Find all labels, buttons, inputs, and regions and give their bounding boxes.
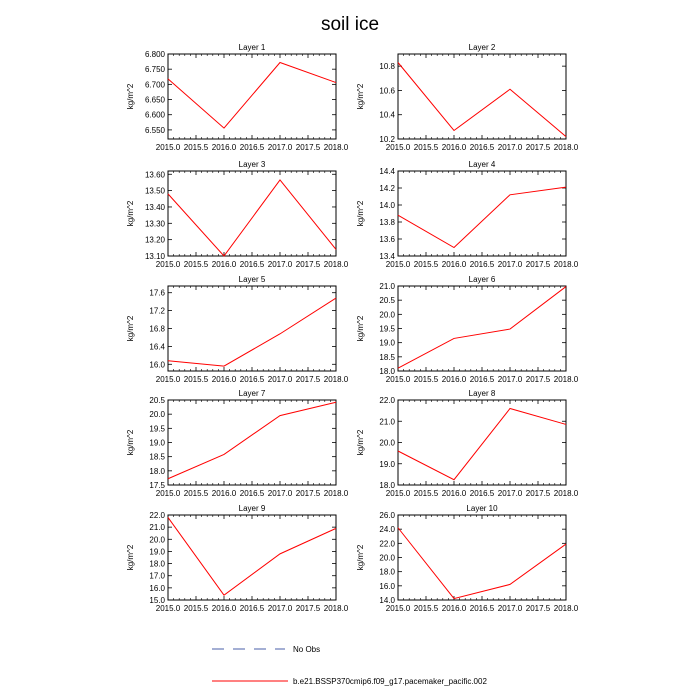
x-tick-label: 2016.0 xyxy=(211,375,237,384)
panel-title: Layer 4 xyxy=(468,160,496,169)
x-tick-label: 2015.5 xyxy=(183,489,209,498)
y-tick-label: 20.5 xyxy=(149,396,165,405)
y-axis-label: kg/m^2 xyxy=(126,429,135,456)
plot-frame xyxy=(398,54,566,139)
y-tick-label: 19.0 xyxy=(379,338,395,348)
x-tick-label: 2016.5 xyxy=(469,604,495,613)
series-line-model xyxy=(398,287,566,369)
panel-layer-5 xyxy=(126,275,349,384)
series-line-model xyxy=(398,409,566,480)
y-tick-label: 18.0 xyxy=(379,567,395,577)
x-tick-label: 2017.0 xyxy=(267,604,293,613)
y-tick-label: 13.8 xyxy=(379,218,395,227)
x-tick-label: 2015.0 xyxy=(385,604,411,613)
series-line-model xyxy=(398,528,566,599)
plot-frame xyxy=(168,400,336,485)
plot-frame xyxy=(168,171,336,256)
y-axis-label: kg/m^2 xyxy=(356,315,365,342)
x-tick-label: 2016.0 xyxy=(441,604,467,613)
x-tick-label: 2017.0 xyxy=(267,489,293,498)
panel-title: Layer 7 xyxy=(238,389,266,398)
x-tick-label: 2017.5 xyxy=(295,260,321,269)
legend-model-label: b.e21.BSSP370cmip6.f09_g17.pacemaker_pacific.002 xyxy=(293,677,487,686)
x-tick-label: 2017.0 xyxy=(267,260,293,269)
y-axis-label: kg/m^2 xyxy=(356,83,365,110)
y-tick-label: 20.0 xyxy=(149,410,165,420)
y-tick-label: 19.5 xyxy=(149,424,165,434)
x-tick-label: 2015.5 xyxy=(183,604,209,613)
x-tick-label: 2017.5 xyxy=(525,604,551,613)
panel-title: Layer 5 xyxy=(238,275,266,284)
y-axis-label: kg/m^2 xyxy=(126,83,135,110)
x-tick-label: 2016.0 xyxy=(441,260,467,269)
series-line-model xyxy=(398,63,566,137)
plot-frame xyxy=(398,400,566,485)
x-tick-label: 2018.0 xyxy=(553,489,579,498)
y-tick-label: 6.650 xyxy=(144,95,165,105)
x-tick-label: 2016.0 xyxy=(211,604,237,613)
x-tick-label: 2017.0 xyxy=(497,375,523,384)
y-tick-label: 6.800 xyxy=(144,50,165,59)
y-tick-label: 16.0 xyxy=(379,581,395,591)
x-tick-label: 2016.0 xyxy=(441,375,467,384)
panel-title: Layer 10 xyxy=(466,504,498,513)
y-tick-label: 17.0 xyxy=(149,571,165,581)
y-tick-label: 18.0 xyxy=(149,466,165,476)
x-tick-label: 2016.5 xyxy=(239,260,265,269)
x-tick-label: 2015.5 xyxy=(413,375,439,384)
panel-title: Layer 8 xyxy=(468,389,496,398)
x-tick-label: 2018.0 xyxy=(323,375,349,384)
x-tick-label: 2018.0 xyxy=(323,260,349,269)
panel-layer-3 xyxy=(126,160,349,269)
y-tick-label: 10.6 xyxy=(379,86,395,96)
series-line-model xyxy=(168,298,336,366)
x-tick-label: 2017.0 xyxy=(497,143,523,152)
x-tick-label: 2016.0 xyxy=(211,489,237,498)
series-line-model xyxy=(168,402,336,479)
x-tick-label: 2016.5 xyxy=(239,604,265,613)
x-tick-label: 2017.5 xyxy=(295,375,321,384)
panel-title: Layer 1 xyxy=(238,43,266,52)
x-tick-label: 2017.5 xyxy=(295,489,321,498)
y-tick-label: 20.0 xyxy=(379,310,395,320)
y-tick-label: 19.0 xyxy=(149,438,165,448)
y-tick-label: 6.600 xyxy=(144,110,165,120)
y-tick-label: 22.0 xyxy=(379,396,395,405)
y-tick-label: 21.0 xyxy=(379,282,395,291)
x-tick-label: 2017.5 xyxy=(525,489,551,498)
panel-title: Layer 9 xyxy=(238,504,266,513)
x-tick-label: 2017.0 xyxy=(497,489,523,498)
plot-frame xyxy=(398,171,566,256)
y-tick-label: 14.0 xyxy=(379,596,395,605)
y-tick-label: 18.0 xyxy=(379,481,395,490)
y-tick-label: 14.2 xyxy=(379,184,395,193)
y-axis-label: kg/m^2 xyxy=(356,429,365,456)
plot-frame xyxy=(168,54,336,139)
x-tick-label: 2016.0 xyxy=(441,143,467,152)
x-tick-label: 2015.0 xyxy=(385,143,411,152)
y-tick-label: 10.4 xyxy=(379,110,395,120)
y-tick-label: 18.5 xyxy=(149,452,165,462)
panel-layer-10 xyxy=(356,504,579,613)
x-tick-label: 2016.5 xyxy=(469,260,495,269)
x-tick-label: 2015.0 xyxy=(155,375,181,384)
y-tick-label: 18.0 xyxy=(379,367,395,376)
y-tick-label: 14.0 xyxy=(379,201,395,210)
y-tick-label: 20.0 xyxy=(379,553,395,563)
y-tick-label: 16.4 xyxy=(149,342,165,352)
panel-layer-9 xyxy=(126,504,349,613)
x-tick-label: 2017.0 xyxy=(497,604,523,613)
legend-obs-label: No Obs xyxy=(293,645,321,654)
y-tick-label: 13.60 xyxy=(144,170,165,180)
y-tick-label: 13.6 xyxy=(379,235,395,244)
y-tick-label: 19.0 xyxy=(379,459,395,469)
y-tick-label: 15.0 xyxy=(149,596,165,605)
x-tick-label: 2016.5 xyxy=(469,143,495,152)
y-tick-label: 19.0 xyxy=(149,547,165,557)
panel-title: Layer 3 xyxy=(238,160,266,169)
x-tick-label: 2016.5 xyxy=(239,489,265,498)
series-line-model xyxy=(168,517,336,595)
y-tick-label: 22.0 xyxy=(379,539,395,549)
x-tick-label: 2018.0 xyxy=(553,260,579,269)
plot-frame xyxy=(168,515,336,600)
series-line-model xyxy=(168,63,336,129)
x-tick-label: 2016.5 xyxy=(239,375,265,384)
x-tick-label: 2017.0 xyxy=(267,375,293,384)
panel-layer-6 xyxy=(356,275,579,384)
plot-frame xyxy=(168,286,336,371)
x-tick-label: 2015.5 xyxy=(413,143,439,152)
y-tick-label: 10.2 xyxy=(379,135,395,144)
y-tick-label: 21.0 xyxy=(149,523,165,533)
x-tick-label: 2018.0 xyxy=(553,143,579,152)
x-tick-label: 2018.0 xyxy=(553,375,579,384)
y-tick-label: 17.2 xyxy=(149,306,165,316)
y-tick-label: 13.50 xyxy=(144,186,165,196)
y-tick-label: 16.0 xyxy=(149,583,165,593)
panel-layer-1 xyxy=(126,43,349,152)
y-tick-label: 22.0 xyxy=(149,511,165,520)
y-axis-label: kg/m^2 xyxy=(126,544,135,571)
x-tick-label: 2015.0 xyxy=(155,604,181,613)
x-tick-label: 2016.0 xyxy=(211,143,237,152)
y-tick-label: 21.0 xyxy=(379,417,395,427)
y-tick-label: 17.5 xyxy=(149,481,165,490)
y-tick-label: 24.0 xyxy=(379,525,395,535)
x-tick-label: 2017.0 xyxy=(267,143,293,152)
series-line-model xyxy=(398,187,566,247)
y-tick-label: 17.6 xyxy=(149,288,165,298)
x-tick-label: 2015.0 xyxy=(155,489,181,498)
x-tick-label: 2017.5 xyxy=(295,604,321,613)
x-tick-label: 2015.5 xyxy=(183,375,209,384)
x-tick-label: 2016.5 xyxy=(239,143,265,152)
plot-frame xyxy=(398,515,566,600)
y-tick-label: 13.30 xyxy=(144,219,165,229)
x-tick-label: 2018.0 xyxy=(323,143,349,152)
x-tick-label: 2015.0 xyxy=(385,489,411,498)
x-tick-label: 2017.0 xyxy=(497,260,523,269)
y-tick-label: 13.4 xyxy=(379,252,395,261)
y-tick-label: 18.0 xyxy=(149,559,165,569)
panel-layer-4 xyxy=(356,160,579,269)
x-tick-label: 2015.0 xyxy=(385,260,411,269)
y-tick-label: 10.8 xyxy=(379,62,395,72)
y-tick-label: 19.5 xyxy=(379,324,395,334)
y-tick-label: 20.0 xyxy=(379,438,395,448)
y-tick-label: 20.5 xyxy=(379,296,395,306)
panel-layer-2 xyxy=(356,43,579,152)
x-tick-label: 2018.0 xyxy=(323,489,349,498)
x-tick-label: 2016.5 xyxy=(469,375,495,384)
x-tick-label: 2015.5 xyxy=(183,143,209,152)
y-axis-label: kg/m^2 xyxy=(126,315,135,342)
y-axis-label: kg/m^2 xyxy=(356,544,365,571)
x-tick-label: 2016.0 xyxy=(441,489,467,498)
y-tick-label: 13.10 xyxy=(144,252,165,261)
y-axis-label: kg/m^2 xyxy=(126,200,135,227)
x-tick-label: 2015.5 xyxy=(413,489,439,498)
x-tick-label: 2015.0 xyxy=(385,375,411,384)
y-tick-label: 26.0 xyxy=(379,511,395,520)
panel-layer-7 xyxy=(126,389,349,498)
x-tick-label: 2018.0 xyxy=(553,604,579,613)
x-tick-label: 2017.5 xyxy=(295,143,321,152)
x-tick-label: 2017.5 xyxy=(525,260,551,269)
y-tick-label: 16.8 xyxy=(149,324,165,334)
x-tick-label: 2015.0 xyxy=(155,260,181,269)
x-tick-label: 2018.0 xyxy=(323,604,349,613)
plot-frame xyxy=(398,286,566,371)
x-tick-label: 2015.5 xyxy=(413,260,439,269)
figure-title: soil ice xyxy=(320,14,380,35)
panels xyxy=(126,43,579,613)
x-tick-label: 2016.5 xyxy=(469,489,495,498)
x-tick-label: 2017.5 xyxy=(525,375,551,384)
y-tick-label: 6.750 xyxy=(144,65,165,75)
x-tick-label: 2015.5 xyxy=(413,604,439,613)
x-tick-label: 2015.5 xyxy=(183,260,209,269)
panel-layer-8 xyxy=(356,389,579,498)
y-tick-label: 13.20 xyxy=(144,235,165,245)
x-tick-label: 2016.0 xyxy=(211,260,237,269)
panel-title: Layer 2 xyxy=(468,43,496,52)
y-tick-label: 13.40 xyxy=(144,202,165,212)
y-tick-label: 14.4 xyxy=(379,167,395,176)
y-tick-label: 6.700 xyxy=(144,80,165,90)
y-tick-label: 16.0 xyxy=(149,360,165,370)
x-tick-label: 2017.5 xyxy=(525,143,551,152)
y-axis-label: kg/m^2 xyxy=(356,200,365,227)
series-line-model xyxy=(168,180,336,256)
y-tick-label: 20.0 xyxy=(149,535,165,545)
legend xyxy=(212,645,487,686)
x-tick-label: 2015.0 xyxy=(155,143,181,152)
y-tick-label: 18.5 xyxy=(379,352,395,362)
y-tick-label: 6.550 xyxy=(144,125,165,135)
panel-title: Layer 6 xyxy=(468,275,496,284)
